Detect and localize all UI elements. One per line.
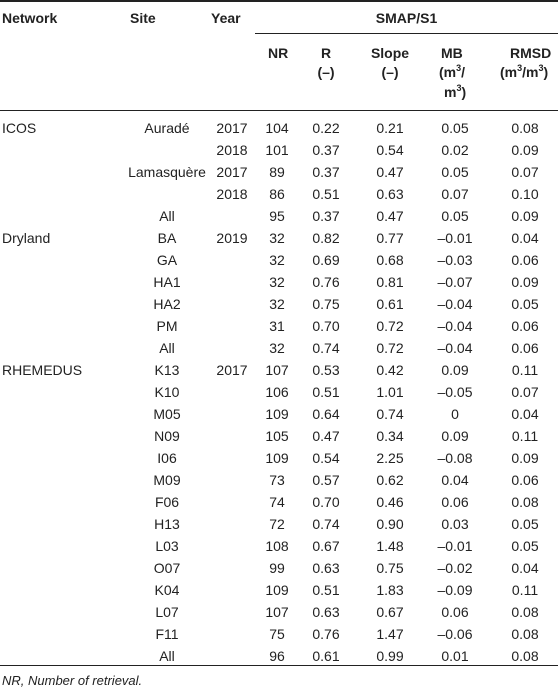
cell-mb: –0.04 <box>437 340 473 356</box>
cell-r: 0.47 <box>312 428 340 444</box>
cell-nr: 104 <box>265 120 289 136</box>
cell-rmsd: 0.09 <box>511 450 539 466</box>
cell-mb: –0.07 <box>437 274 473 290</box>
cell-nr: 96 <box>269 648 285 664</box>
cell-r: 0.63 <box>312 560 340 576</box>
cell-nr: 75 <box>269 626 285 642</box>
cell-rmsd: 0.06 <box>511 318 539 334</box>
header-mb-unit-line1: ($m^3/$ <box>439 63 466 80</box>
cell-slope: 0.75 <box>376 560 404 576</box>
cell-nr: 107 <box>265 604 289 620</box>
cell-slope: 1.47 <box>376 626 404 642</box>
table-top-rule <box>0 0 558 2</box>
cell-year: 2017 <box>216 164 248 180</box>
cell-mb: 0.07 <box>441 186 469 202</box>
cell-slope: 0.54 <box>376 142 404 158</box>
cell-rmsd: 0.05 <box>511 296 539 312</box>
cell-nr: 106 <box>265 384 289 400</box>
cell-site: M09 <box>153 472 181 488</box>
header-network: Network <box>2 10 58 26</box>
cell-nr: 32 <box>269 296 285 312</box>
cell-nr: 32 <box>269 340 285 356</box>
cell-slope: 0.72 <box>376 340 404 356</box>
cell-rmsd: 0.07 <box>511 164 539 180</box>
cell-r: 0.82 <box>312 230 340 246</box>
cell-slope: 0.90 <box>376 516 404 532</box>
cell-mb: –0.08 <box>437 450 473 466</box>
cell-r: 0.75 <box>312 296 340 312</box>
cell-site: HA1 <box>153 274 181 290</box>
cell-year: 2018 <box>216 142 248 158</box>
cell-rmsd: 0.09 <box>511 208 539 224</box>
header-bottom-rule <box>0 110 558 111</box>
cell-r: 0.37 <box>312 208 340 224</box>
cell-rmsd: 0.06 <box>511 340 539 356</box>
cell-nr: 72 <box>269 516 285 532</box>
cell-site: M05 <box>153 406 181 422</box>
cell-mb: 0.05 <box>441 164 469 180</box>
cell-rmsd: 0.08 <box>511 494 539 510</box>
cell-mb: 0.06 <box>441 604 469 620</box>
cell-site: I06 <box>157 450 177 466</box>
cell-year: 2018 <box>216 186 248 202</box>
cell-rmsd: 0.11 <box>511 582 539 598</box>
cell-nr: 73 <box>269 472 285 488</box>
cell-site: Auradé <box>144 120 190 136</box>
cell-rmsd: 0.11 <box>511 428 539 444</box>
cell-r: 0.70 <box>312 318 340 334</box>
cell-mb: –0.05 <box>437 384 473 400</box>
cell-r: 0.51 <box>312 186 340 202</box>
cell-site: F11 <box>155 626 179 642</box>
cell-slope: 0.99 <box>376 648 404 664</box>
cell-slope: 0.72 <box>376 318 404 334</box>
cell-mb: 0.01 <box>441 648 469 664</box>
cell-rmsd: 0.05 <box>511 516 539 532</box>
cell-nr: 32 <box>269 230 285 246</box>
cell-site: K13 <box>154 362 180 378</box>
cell-mb: –0.04 <box>437 296 473 312</box>
cell-slope: 0.34 <box>376 428 404 444</box>
cell-mb: 0.09 <box>441 362 469 378</box>
cell-nr: 89 <box>269 164 285 180</box>
cell-site: GA <box>156 252 178 268</box>
cell-slope: 0.81 <box>376 274 404 290</box>
cell-slope: 0.67 <box>376 604 404 620</box>
cell-slope: 0.42 <box>376 362 404 378</box>
group-header-rule <box>255 33 558 34</box>
cell-rmsd: 0.08 <box>511 648 539 664</box>
cell-nr: 108 <box>265 538 289 554</box>
cell-nr: 107 <box>265 362 289 378</box>
cell-rmsd: 0.04 <box>511 230 539 246</box>
cell-site: O07 <box>153 560 181 576</box>
cell-slope: 1.01 <box>376 384 404 400</box>
cell-mb: –0.03 <box>437 252 473 268</box>
cell-nr: 105 <box>265 428 289 444</box>
cell-r: 0.37 <box>312 142 340 158</box>
cell-slope: 1.83 <box>376 582 404 598</box>
cell-year: 2017 <box>216 362 248 378</box>
cell-nr: 31 <box>269 318 285 334</box>
cell-rmsd: 0.07 <box>511 384 539 400</box>
cell-r: 0.57 <box>312 472 340 488</box>
cell-rmsd: 0.08 <box>511 626 539 642</box>
cell-slope: 0.68 <box>376 252 404 268</box>
cell-r: 0.76 <box>312 626 340 642</box>
cell-mb: –0.01 <box>437 538 473 554</box>
cell-nr: 32 <box>269 252 285 268</box>
cell-slope: 0.61 <box>376 296 404 312</box>
footnote: NR, Number of retrieval. <box>2 673 143 688</box>
table-bottom-rule <box>0 665 558 666</box>
cell-slope: 0.47 <box>376 164 404 180</box>
cell-r: 0.51 <box>312 384 340 400</box>
cell-rmsd: 0.06 <box>511 252 539 268</box>
cell-nr: 99 <box>269 560 285 576</box>
cell-r: 0.70 <box>312 494 340 510</box>
cell-mb: –0.02 <box>437 560 473 576</box>
cell-mb: 0.06 <box>441 494 469 510</box>
cell-slope: 0.46 <box>376 494 404 510</box>
cell-rmsd: 0.08 <box>511 120 539 136</box>
cell-year: 2019 <box>216 230 248 246</box>
cell-mb: 0.05 <box>441 208 469 224</box>
cell-slope: 0.21 <box>376 120 404 136</box>
header-r-unit: (–) <box>317 64 335 80</box>
cell-rmsd: 0.04 <box>511 560 539 576</box>
cell-mb: –0.09 <box>437 582 473 598</box>
cell-site: HA2 <box>153 296 181 312</box>
cell-mb: 0.02 <box>441 142 469 158</box>
cell-site: F06 <box>154 494 180 510</box>
cell-r: 0.74 <box>312 340 340 356</box>
cell-nr: 109 <box>265 406 289 422</box>
cell-nr: 74 <box>269 494 285 510</box>
cell-r: 0.74 <box>312 516 340 532</box>
cell-site: Lamasquère <box>128 164 206 180</box>
cell-r: 0.69 <box>312 252 340 268</box>
cell-r: 0.37 <box>312 164 340 180</box>
cell-r: 0.63 <box>312 604 340 620</box>
cell-rmsd: 0.08 <box>511 604 539 620</box>
cell-slope: 1.48 <box>376 538 404 554</box>
header-r: R <box>320 45 332 61</box>
cell-site: All <box>159 648 175 664</box>
header-mb-unit-line2: $m^3$) <box>444 83 467 100</box>
header-rmsd-unit: $(m^3/m^3)$ <box>500 63 549 80</box>
header-site: Site <box>130 10 156 26</box>
cell-r: 0.53 <box>312 362 340 378</box>
cell-site: PM <box>156 318 178 334</box>
cell-site: K04 <box>154 582 180 598</box>
cell-slope: 0.47 <box>376 208 404 224</box>
header-rmsd: RMSD <box>510 45 552 61</box>
cell-r: 0.76 <box>312 274 340 290</box>
cell-network: RHEMEDUS <box>2 362 83 378</box>
cell-r: 0.64 <box>312 406 340 422</box>
header-nr: NR <box>268 45 289 61</box>
cell-mb: –0.01 <box>437 230 473 246</box>
cell-rmsd: 0.11 <box>511 362 539 378</box>
cell-rmsd: 0.09 <box>511 274 539 290</box>
cell-rmsd: 0.04 <box>511 406 539 422</box>
cell-network: ICOS <box>2 120 37 136</box>
cell-r: 0.67 <box>312 538 340 554</box>
cell-nr: 109 <box>265 582 289 598</box>
cell-slope: 0.62 <box>376 472 404 488</box>
cell-nr: 86 <box>269 186 285 202</box>
cell-nr: 32 <box>269 274 285 290</box>
cell-mb: 0.03 <box>441 516 469 532</box>
cell-site: All <box>159 208 175 224</box>
cell-nr: 109 <box>265 450 289 466</box>
cell-r: 0.22 <box>312 120 340 136</box>
cell-network: Dryland <box>2 230 51 246</box>
cell-r: 0.51 <box>312 582 340 598</box>
cell-mb: 0.09 <box>441 428 469 444</box>
cell-slope: 0.74 <box>376 406 404 422</box>
cell-slope: 2.25 <box>376 450 404 466</box>
header-group-smap-s1: SMAP/S1 <box>375 10 438 26</box>
cell-year: 2017 <box>216 120 248 136</box>
cell-rmsd: 0.05 <box>511 538 539 554</box>
cell-site: L07 <box>155 604 179 620</box>
cell-slope: 0.63 <box>376 186 404 202</box>
cell-r: 0.54 <box>312 450 340 466</box>
cell-mb: 0.05 <box>441 120 469 136</box>
cell-mb: –0.04 <box>437 318 473 334</box>
cell-nr: 95 <box>269 208 285 224</box>
cell-mb: 0 <box>451 406 459 422</box>
cell-site: L03 <box>155 538 179 554</box>
header-slope-unit: (–) <box>381 64 399 80</box>
cell-site: All <box>159 340 175 356</box>
cell-site: N09 <box>154 428 180 444</box>
cell-slope: 0.77 <box>376 230 404 246</box>
cell-mb: –0.06 <box>437 626 473 642</box>
cell-rmsd: 0.06 <box>511 472 539 488</box>
cell-r: 0.61 <box>312 648 340 664</box>
header-mb: MB <box>441 45 463 61</box>
cell-site: K10 <box>154 384 180 400</box>
cell-rmsd: 0.10 <box>511 186 539 202</box>
header-slope: Slope <box>370 45 410 61</box>
cell-site: H13 <box>154 516 180 532</box>
cell-mb: 0.04 <box>441 472 469 488</box>
cell-site: BA <box>157 230 177 246</box>
cell-rmsd: 0.09 <box>511 142 539 158</box>
header-year: Year <box>211 10 241 26</box>
cell-nr: 101 <box>265 142 289 158</box>
